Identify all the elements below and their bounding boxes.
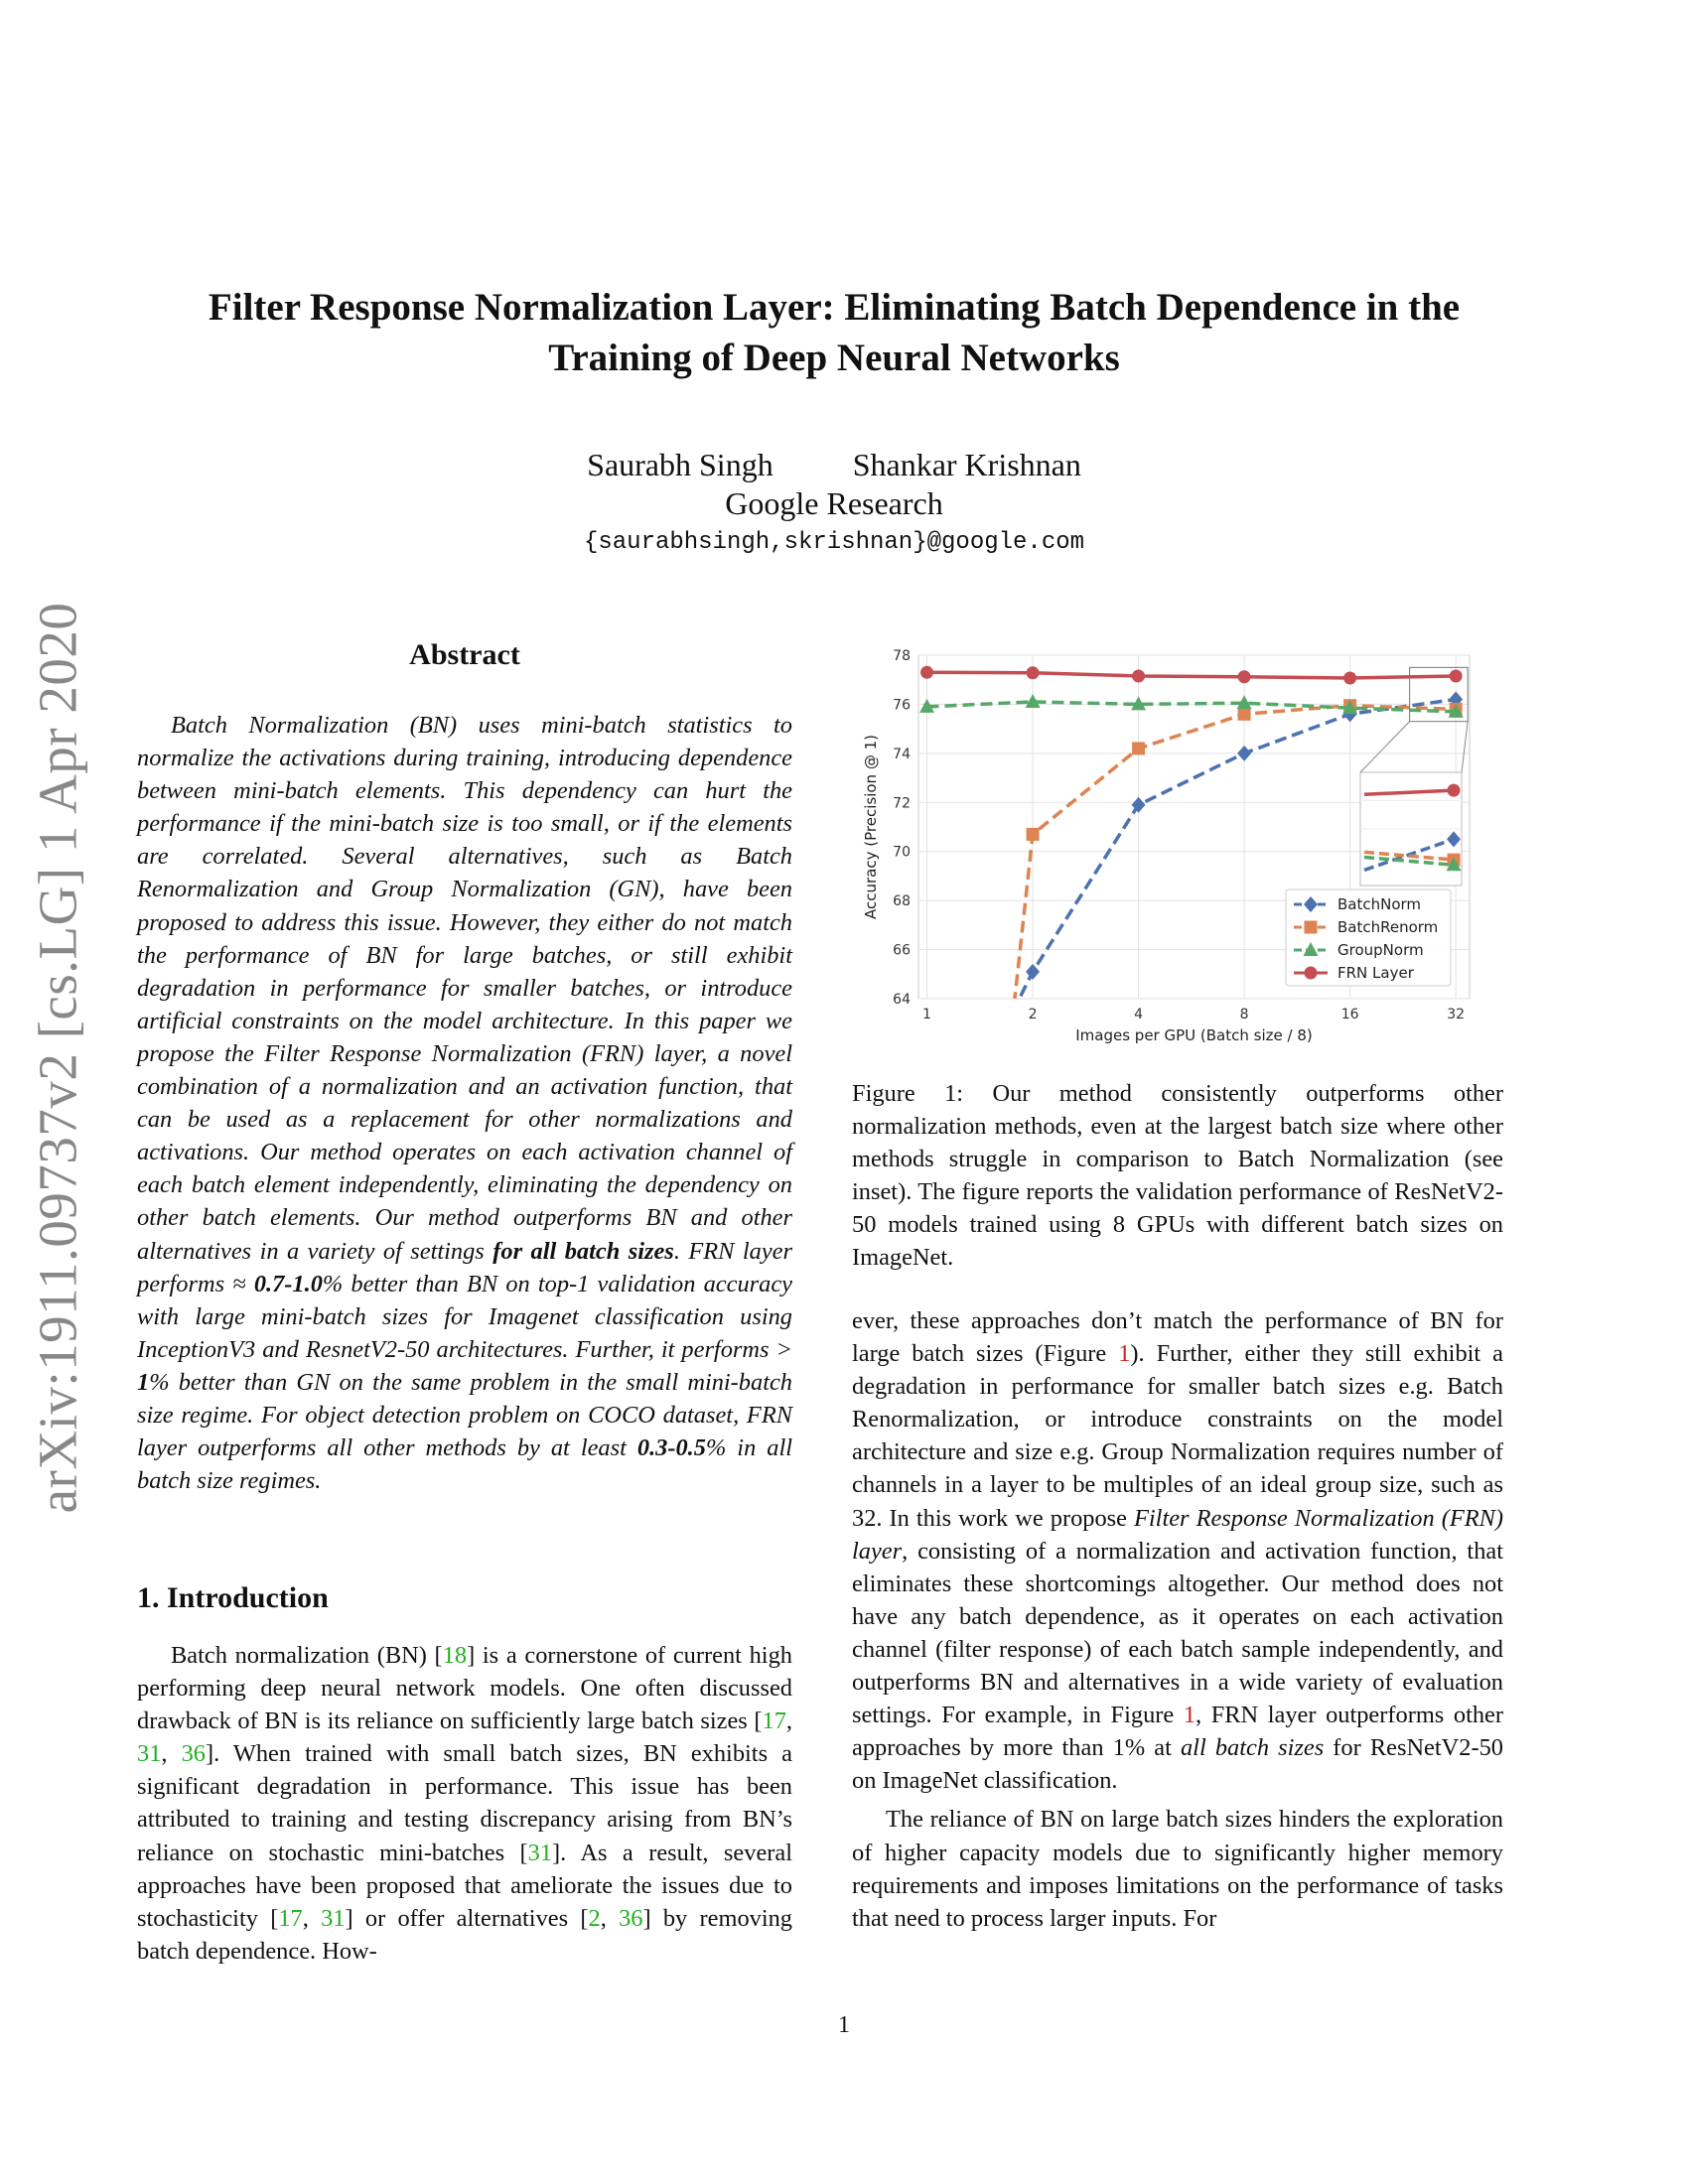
y-tick-label: 78 [893, 648, 911, 664]
right-column-body [852, 1304, 1503, 1935]
x-tick-label: 4 [1134, 1007, 1144, 1023]
intro-text: Batch normalization (BN) [ [171, 1642, 443, 1669]
data-point-frn-layer [1450, 670, 1463, 683]
abstract-bold-1: for all batch sizes [492, 1237, 674, 1265]
y-tick-label: 70 [893, 844, 911, 861]
abstract-text-5: % in all batch size regimes. [137, 1434, 793, 1495]
author-email: {saurabhsingh,skrishnan}@google.com [583, 529, 1085, 556]
citation-link[interactable]: 31 [137, 1740, 162, 1768]
abstract-text-2: . FRN layer performs ≈ [137, 1237, 792, 1297]
abstract-bold-2: 0.7-1.0 [253, 1270, 323, 1297]
figure-1-caption: Figure 1: Our method consistently outperforms other normalization methods, even at the largest batch size where other methods struggle in comparison to Batch Normalization (see inset). The figure reports the validation performance of ResNetV2-50 models trained using 8 GPUs with different batch sizes on ImageNet. [852, 1080, 1503, 1272]
data-point-batchrenorm [1238, 708, 1251, 721]
figure-reference-link[interactable]: 1 [1118, 1340, 1131, 1368]
citation-link[interactable]: 31 [321, 1904, 346, 1932]
right-text: ever, these approaches don’t match the performance of BN for large batch sizes (Figure [852, 1307, 1503, 1368]
arxiv-sidebar-stamp [18, 581, 97, 1534]
abstract-text-1: Batch Normalization (BN) uses mini-batch statistics to normalize the activations during training, introducing dependence between mini-batch elements. This dependency can hurt the performance if the mini-batch size is too small, or if the elements are correlated. Several alternatives, such as Batch Renormalization and Group Normalization (GN), have been proposed to address this issue. However, they either do not match the performance of BN for large batches, or still exhibit degradation in performance for smaller batches, or introduce artificial constraints on the model architecture. In this paper we propose the Filter Response Normalization (FRN) layer, a novel combination of a normalization and an activation function, that can be used as a replacement for other normalizations and activations. Our method operates on each activation channel of each batch element independently, eliminating the dependency on other batch elements. Our method outperforms BN and other alternatives in a variety of settings [137, 712, 792, 1265]
intro-text: ] or offer alternatives [ [345, 1904, 589, 1932]
y-tick-label: 66 [893, 942, 911, 959]
intro-text: ]. When trained with small batch sizes, BN exhibits a significant degradation in performance. This issue has been attributed to training and testing discrepancy arising from BN’s reliance on stochastic mini-batches [ [137, 1740, 792, 1866]
right-italic: all batch sizes [1180, 1734, 1325, 1762]
y-tick-label: 64 [893, 992, 911, 1008]
legend-label: BatchNorm [1337, 895, 1422, 913]
intro-text: , [600, 1904, 620, 1932]
data-point-batchrenorm [1305, 921, 1318, 934]
affiliation: Google Research [725, 485, 943, 521]
authors [139, 445, 1529, 484]
y-tick-label: 72 [893, 795, 911, 812]
legend-label: BatchRenorm [1337, 918, 1439, 936]
right-text: for ResNetV2-50 on ImageNet classification. [852, 1734, 1503, 1795]
data-point-frn-layer [1132, 670, 1145, 683]
x-tick-label: 2 [1028, 1007, 1038, 1023]
right-italic: Filter Response Normalization (FRN) layer [852, 1504, 1504, 1565]
figure-1-chart [852, 635, 1497, 1052]
title-line-1: Filter Response Normalization Layer: Eliminating Batch Dependence in the [208, 286, 1461, 329]
citation-link[interactable]: 18 [442, 1642, 468, 1669]
right-text: , consisting of a normalization and activation function, that eliminates these shortcomings altogether. Our method does not have any batch dependence, as it operates on each activation channel (filter response) of each batch sample independently, and outperforms BN and alternatives in a wide variety of evaluation settings. For example, in Figure [852, 1537, 1503, 1729]
arxiv-id: arXiv:1911.09737v2 [cs.LG] 1 Apr 2020 [27, 602, 88, 1513]
data-point-frn-layer [1238, 670, 1251, 683]
intro-text: ] by removing batch dependence. How- [137, 1904, 792, 1965]
data-point-frn-layer [1343, 671, 1356, 684]
citation-link[interactable]: 36 [619, 1904, 643, 1932]
y-tick-label: 68 [893, 893, 911, 910]
y-axis-label: Accuracy (Precision @ 1) [862, 735, 880, 919]
data-point-frn-layer [1305, 967, 1318, 980]
abstract-bold-3: 1 [137, 1368, 150, 1396]
legend-label: FRN Layer [1337, 964, 1414, 982]
legend-label: GroupNorm [1337, 941, 1424, 959]
x-tick-label: 16 [1340, 1007, 1359, 1023]
introduction-heading: 1. Introduction [137, 1581, 329, 1614]
data-point-batchrenorm [1132, 742, 1145, 754]
author-1: Saurabh Singh [587, 447, 774, 482]
title-line-2: Training of Deep Neural Networks [548, 337, 1120, 379]
figure-reference-link[interactable]: 1 [1183, 1702, 1196, 1729]
data-point-frn-layer [1027, 666, 1040, 679]
accuracy-line-chart [852, 635, 1497, 1052]
citation-link[interactable]: 31 [527, 1839, 553, 1866]
data-point-batchrenorm [1027, 828, 1040, 841]
introduction-body [137, 1639, 792, 1968]
abstract-body [137, 709, 792, 1497]
right-paragraph-2: The reliance of BN on large batch sizes hinders the exploration of higher capacity models due to significantly higher memory requirements and imposes limitations on the performance of tasks that need to process larger inputs. For [852, 1806, 1503, 1932]
abstract-heading: Abstract [409, 638, 520, 671]
x-tick-label: 32 [1447, 1007, 1466, 1023]
right-text: , FRN layer outperforms other approaches by more than 1% at [852, 1702, 1503, 1762]
abstract-text-3: % better than BN on top-1 validation accuracy with large mini-batch sizes for Imagenet classification using InceptionV3 and ResnetV2-50 architectures. Further, it performs > [137, 1270, 792, 1363]
y-tick-label: 76 [893, 697, 911, 714]
abstract-bold-4: 0.3-0.5 [636, 1434, 706, 1462]
right-text: ). Further, either they still exhibit a degradation in performance for smaller batch sizes e.g. Batch Renormalization, or introduce constraints on the model architecture and size e.g. Group Normalization requires number of channels in a layer to be multiples of an ideal group size, such as 32. In this work we propose [852, 1340, 1503, 1532]
citation-link[interactable]: 36 [181, 1740, 206, 1768]
x-tick-label: 1 [922, 1007, 931, 1023]
intro-text: , [785, 1707, 792, 1735]
data-point-frn-layer [920, 666, 933, 679]
x-axis-label: Images per GPU (Batch size / 8) [1075, 1026, 1313, 1044]
paper-title [139, 282, 1529, 383]
data-point-frn-layer [1448, 784, 1461, 797]
y-tick-label: 74 [893, 746, 911, 762]
intro-text: , [302, 1904, 322, 1932]
citation-link[interactable]: 17 [762, 1707, 786, 1735]
x-tick-label: 8 [1239, 1007, 1249, 1023]
page-number: 1 [838, 2012, 850, 2038]
citation-link[interactable]: 2 [588, 1904, 601, 1932]
author-2: Shankar Krishnan [852, 447, 1081, 482]
abstract-text-4: % better than GN on the same problem in the small mini-batch size regime. For object detection problem on COCO dataset, FRN layer outperforms all other methods by at least [137, 1368, 792, 1462]
citation-link[interactable]: 17 [278, 1904, 303, 1932]
intro-text: ]. As a result, several approaches have been proposed that ameliorate the issues due to stochasticity [ [137, 1839, 792, 1932]
intro-text: ] is a cornerstone of current high performing deep neural network models. One often discussed drawback of BN is its reliance on sufficiently large batch sizes [ [137, 1642, 792, 1735]
intro-text: , [161, 1740, 182, 1768]
